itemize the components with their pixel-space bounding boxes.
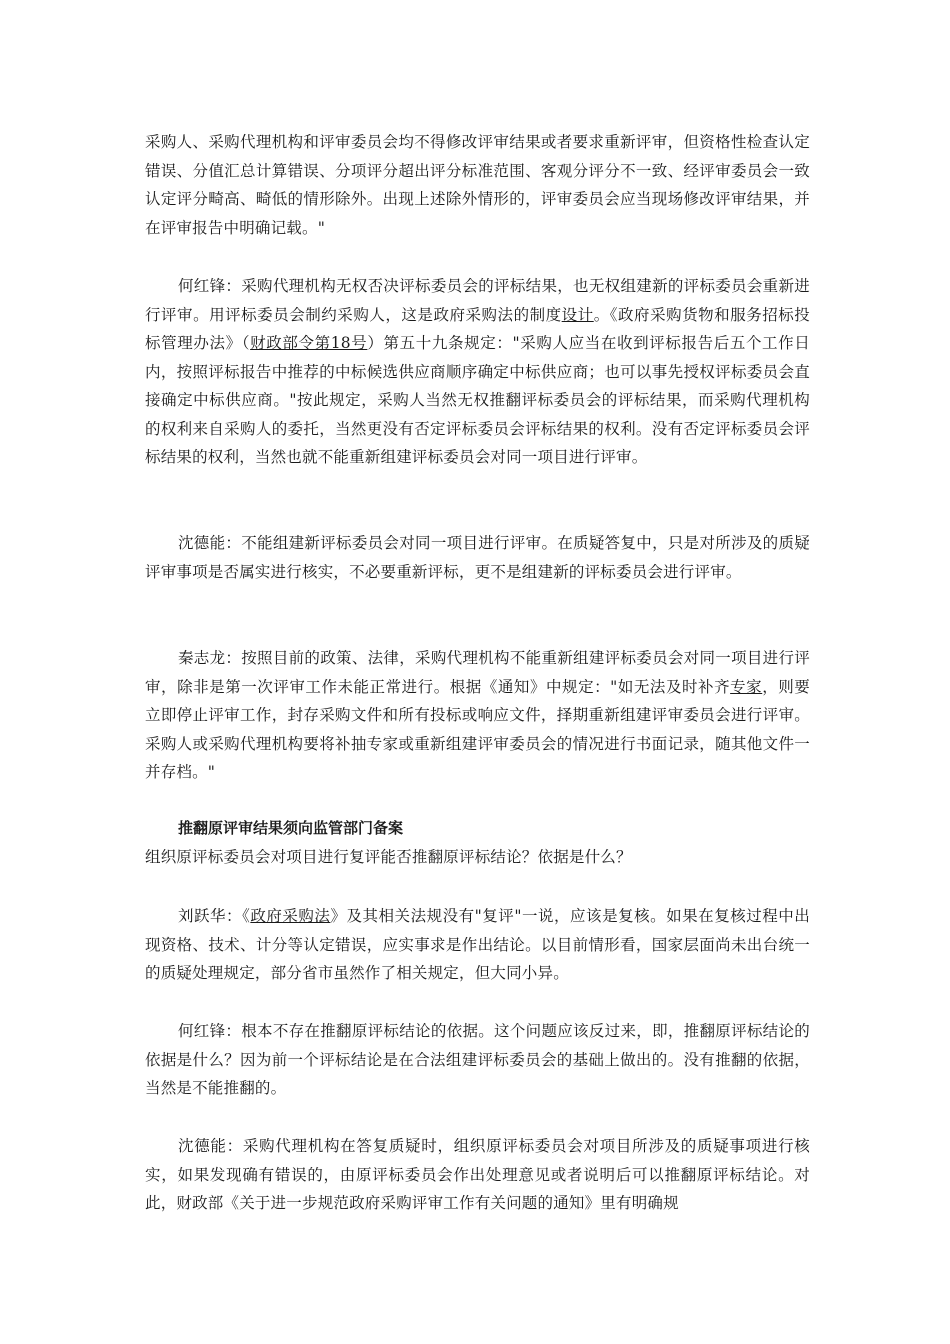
paragraph-text: 秦志龙：按照目前的政策、法律，采购代理机构不能重新组建评标委员会对同一项目进行评审，除非是第一次评审工作未能正常进行。根据《通知》中规定："如无法及时补齐 (145, 649, 810, 696)
link-design[interactable]: 设计 (561, 305, 594, 324)
paragraph-text: 刘跃华：《 (178, 907, 251, 925)
link-procurement-law[interactable]: 政府采购法 (250, 907, 331, 925)
section-question: 组织原评标委员会对项目进行复评能否推翻原评标结论？依据是什么？ (145, 848, 632, 866)
paragraph-shen-deneng-1: 沈德能：不能组建新评标委员会对同一项目进行评审。在质疑答复中，只是对所涉及的质疑评审事项是否属实进行核实，不必要重新评标，更不是组建新的评标委员会进行评审。 (145, 534, 810, 581)
paragraph-shen-deneng-2: 沈德能：采购代理机构在答复质疑时，组织原评标委员会对项目所涉及的质疑事项进行核实，如果发现确有错误的，由原评标委员会作出处理意见或者说明后可以推翻原评标结论。对此，财政部《关于进一步规范政府采购评审工作有关问题的通知》里有明确规 (145, 1137, 810, 1212)
paragraph-text: 何红锋：采购代理机构无权否决评标委员会的评标结果，也无权组建新的评标委员会重新进行评审。用评标委员会制约采购人，这是政府采购法的制度 (145, 277, 810, 324)
paragraph-text: ）第五十九条规定："采购人应当在收到评标报告后五个工作日内，按照评标报告中推荐的中标候选供应商顺序确定中标供应商；也可以事先授权评标委员会直接确定中标供应商。"按此规定，采购人当然无权推翻评标委员会的评标结果，而采购代理机构的权利来自采购人的委托，当然更没有否定评标委员会评标结果的权利。没有否定评标委员会评标结果的权利，当然也就不能重新组建评标委员会对同一项目进行评审。 (145, 334, 811, 466)
section-heading: 推翻原评审结果须向监管部门备案 (178, 819, 404, 837)
paragraph-he-hongfeng-1 (145, 272, 810, 472)
paragraph-liu-yuehua (145, 902, 810, 988)
paragraph-qin-zhilong (145, 644, 810, 787)
link-mof-order-18[interactable]: 财政部令第18号 (250, 334, 368, 352)
paragraph-text: 》及其相关法规没有"复评"一说，应该是复核。如果在复核过程中出现资格、技术、计分等认定错误，应实事求是作出结论。以目前情形看，国家层面尚未出台统一的质疑处理规定，部分省市虽然作了相关规定，但大同小异。 (145, 907, 810, 982)
paragraph-text: ，则要立即停止评审工作，封存采购文件和所有投标或响应文件，择期重新组建评审委员会进行评审。采购人或采购代理机构要将补抽专家或重新组建评审委员会的情况进行书面记录，随其他文件一并存档。" (145, 677, 810, 781)
paragraph-review-rules: 采购人、采购代理机构和评审委员会均不得修改评审结果或者要求重新评审，但资格性检查认定错误、分值汇总计算错误、分项评分超出评分标准范围、客观分评分不一致、经评审委员会一致认定评分畸高、畸低的情形除外。出现上述除外情形的，评审委员会应当现场修改评审结果，并在评审报告中明确记载。" (145, 133, 810, 237)
paragraph-text: 。《政府采购货物和服务招标投标管理办法》（ (145, 305, 810, 352)
link-experts[interactable]: 专家 (730, 677, 763, 696)
paragraph-he-hongfeng-2: 何红锋：根本不存在推翻原评标结论的依据。这个问题应该反过来，即，推翻原评标结论的依据是什么？因为前一个评标结论是在合法组建评标委员会的基础上做出的。没有推翻的依据，当然是不能推翻的。 (145, 1022, 810, 1097)
